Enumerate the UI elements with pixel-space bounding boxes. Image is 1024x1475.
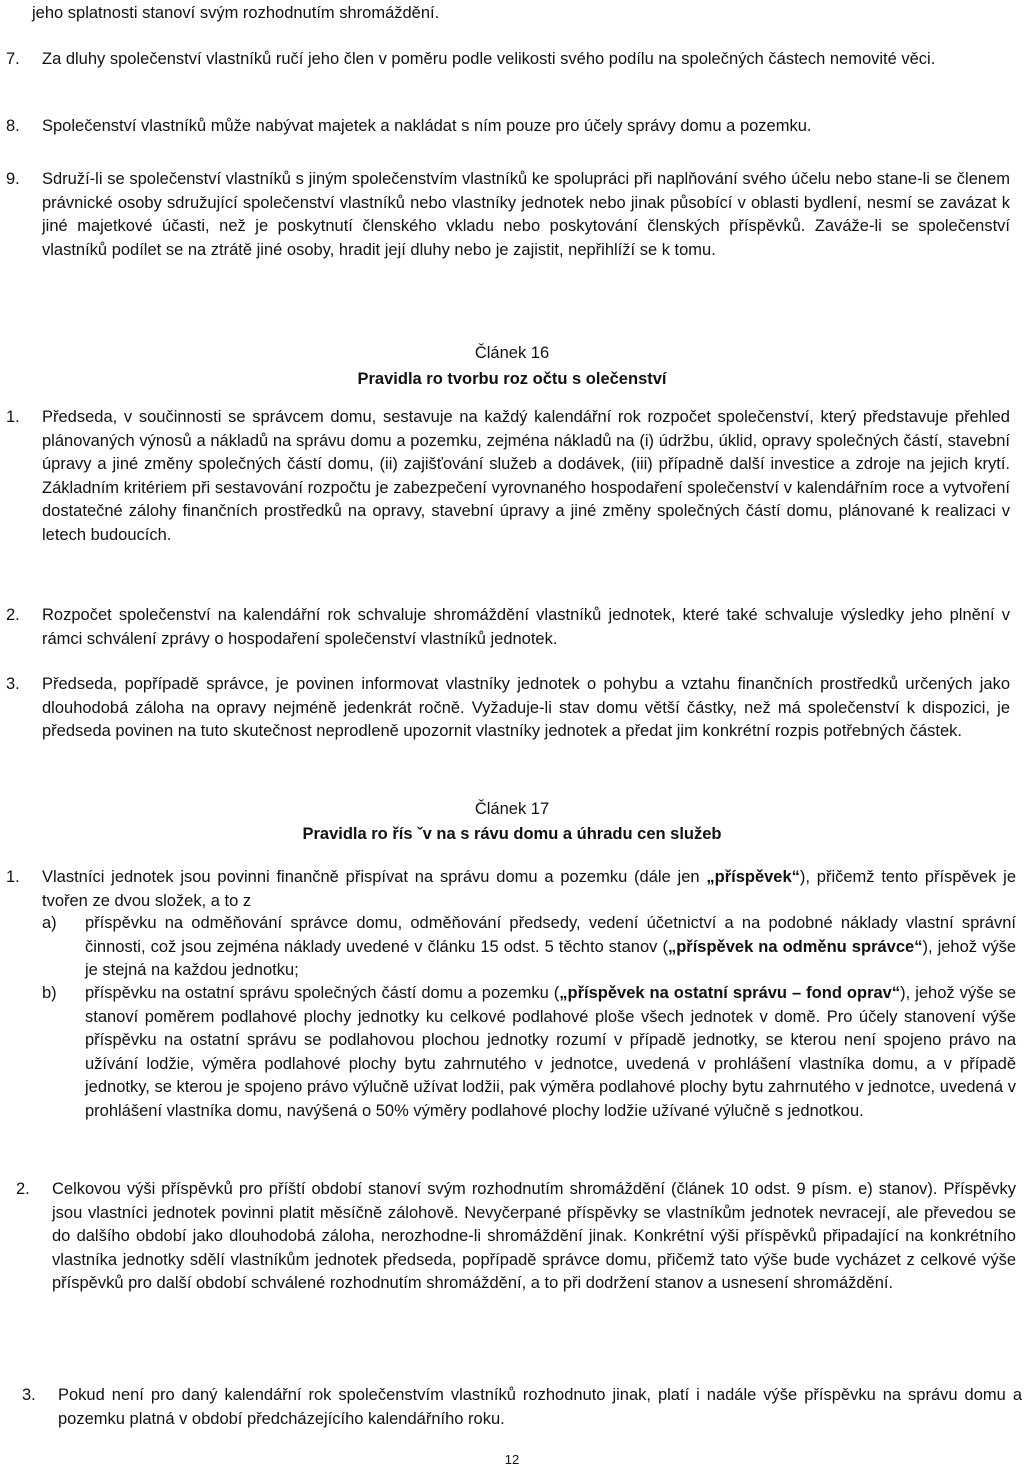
paragraph-number: 2. — [6, 606, 20, 624]
lead-line — [32, 2, 992, 26]
article-16-number: Článek 16 — [474, 344, 550, 362]
paragraph-text: Předseda, popřípadě správce, je povinen informovat vlastníky jednotek o pohybu a vztahu finančních prostředků určených jako dlouhodobá záloha na opravy nejméně jedenkrát ročně. Vyžaduje-li stav domu větší částky, než má společenství k dispozici, je předseda povinen na tuto skutečnost neprodleně upozornit vlastníky jednotek a předat jim konkrétní rozpis potřebných částek. — [42, 675, 1010, 740]
text-part: ), jehož výše je stejná na každou jednotku; — [85, 937, 1016, 979]
text-part: příspěvku na ostatní správu společných částí domu a pozemku ( — [85, 984, 560, 1002]
paragraph-text: Za dluhy společenství vlastníků ručí jeho člen v poměru podle velikosti svého podílu na společných částech nemovité věci. — [42, 50, 936, 68]
paragraph-text — [42, 866, 1016, 913]
paragraph-number: 7. — [6, 50, 20, 68]
article-17-title: Pravidla ro řís ˇv na s rávu domu a úhradu cen služeb — [302, 825, 722, 843]
subitem-label: b) — [42, 984, 57, 1002]
lead-line-text: jeho splatnosti stanoví svým rozhodnutím shromáždění. — [32, 4, 440, 22]
article-16-title: Pravidla ro tvorbu roz očtu s olečenství — [357, 370, 667, 388]
paragraph-text: Společenství vlastníků může nabývat majetek a nakládat s ním pouze pro účely správy domu a pozemku. — [42, 117, 812, 135]
defined-term: „příspěvek“ — [706, 868, 800, 886]
paragraph-number: 3. — [22, 1386, 36, 1404]
text-part: příspěvku na odměňování správce domu, odměňování předsedy, vedení účetnictví a na podobné náklady vlastní správní činnosti, což jsou zejména náklady uvedené v článku 15 odst. 5 těchto stanov ( — [85, 914, 1016, 956]
defined-term: „příspěvek na odměnu správce“ — [667, 937, 923, 956]
paragraph-text: Předseda, v součinnosti se správcem domu, sestavuje na každý kalendářní rok rozpočet společenství, který představuje přehled plánovaných výnosů a nákladů na správu domu a pozemku, zejména nákladů na (i) údržbu, úklid, opravy společných částí, stavební úpravy a jiné změny společných částí domu, (ii) zajišťování služeb a dodávek, (iii) případně další investice a zdroje na jejich krytí. Základním kritériem při sestavování rozpočtu je zabezpečení vyrovnaného hospodaření společenství v kalendářním roce a vytvoření dostatečné zálohy finančních prostředků na opravy, stavební úpravy a jiné změny společných částí domu, plánované k realizaci v letech budoucích. — [42, 408, 1010, 544]
paragraph-number: 2. — [16, 1180, 30, 1198]
paragraph-text: Celkovou výši příspěvků pro příští období stanoví svým rozhodnutím shromáždění (článek 10 odst. 9 písm. e) stanov). Příspěvky jsou vlastníci jednotek povinni platit měsíčně zálohově. Nevyčerpané příspěvky se vlastníkům jednotek nevracejí, ale převedou se do dalšího období jako dlouhodobá záloha, nerozhodne-li shromáždění jinak. Konkrétní výši příspěvků připadající na konkrétního vlastníka jednotky sdělí vlastníkům jednotek předseda, popřípadě správce domu, přičemž tato výše bude vycházet z celkové výše příspěvků pro další období schválené rozhodnutím shromáždění, a to při dodržení stanov a usnesení shromáždění. — [52, 1180, 1016, 1292]
subitem-text — [85, 912, 1016, 983]
paragraph-text: Rozpočet společenství na kalendářní rok schvaluje shromáždění vlastníků jednotek, které také schvaluje výsledky jeho plnění v rámci schválení zprávy o hospodaření společenství vlastníků jednotek. — [42, 606, 1010, 648]
page-number: 12 — [504, 1452, 520, 1467]
paragraph-number: 3. — [6, 675, 20, 693]
paragraph-number: 8. — [6, 117, 20, 135]
paragraph-number: 9. — [6, 170, 20, 188]
paragraph-text: Pokud není pro daný kalendářní rok společenstvím vlastníků rozhodnuto jinak, platí i nadále výše příspěvku na správu domu a pozemku platná v období předcházejícího kalendářního roku. — [58, 1386, 1022, 1428]
paragraph-text: Sdruží-li se společenství vlastníků s jiným společenstvím vlastníků ke spolupráci při naplňování svého účelu nebo stane-li se členem právnické osoby sdružující společenství vlastníků nebo vlastníky jednotek nebo jinak působící v oblasti bydlení, nesmí se zavázat k jiné majetkové účasti, než je poskytnutí členského vkladu nebo poskytování členských příspěvků. Zaváže-li se společenství vlastníků podílet se na ztrátě jiné osoby, hradit její dluhy nebo je zajistit, nepřihlíží se k tomu. — [42, 170, 1010, 259]
text-part: ), jehož výše se stanoví poměrem podlahové plochy jednotky ku celkové podlahové ploše všech jednotek v domě. Pro účely stanovení výše příspěvku na ostatní správu se podlahovou plochou jednotky rozumí v případě jednotky, se kterou není spojeno právo na užívání lodžie, výměra podlahové plochy bytu zahrnutého v jednotce, uvedená v prohlášení vlastníka domu, a v případě jednotky, se kterou je spojeno právo výlučně užívat lodžii, pak výměra podlahové plochy bytu zahrnutého v jednotce, uvedená v prohlášení vlastníka domu, navýšená o 50% výměry podlahové plochy lodžie užívané výlučně s jednotkou. — [85, 984, 1016, 1120]
subitem-label: a) — [42, 914, 57, 932]
text-part: ), přičemž tento příspěvek je tvořen ze dvou složek, a to z — [42, 868, 1016, 910]
subitem-text — [85, 982, 1016, 1123]
paragraph-number: 1. — [6, 868, 20, 886]
paragraph-number: 1. — [6, 408, 20, 426]
article-17-number: Článek 17 — [474, 800, 550, 818]
defined-term: „příspěvek na ostatní správu – fond oprav“ — [559, 984, 901, 1002]
text-part: Vlastníci jednotek jsou povinni finančně přispívat na správu domu a pozemku (dále jen — [42, 868, 707, 886]
